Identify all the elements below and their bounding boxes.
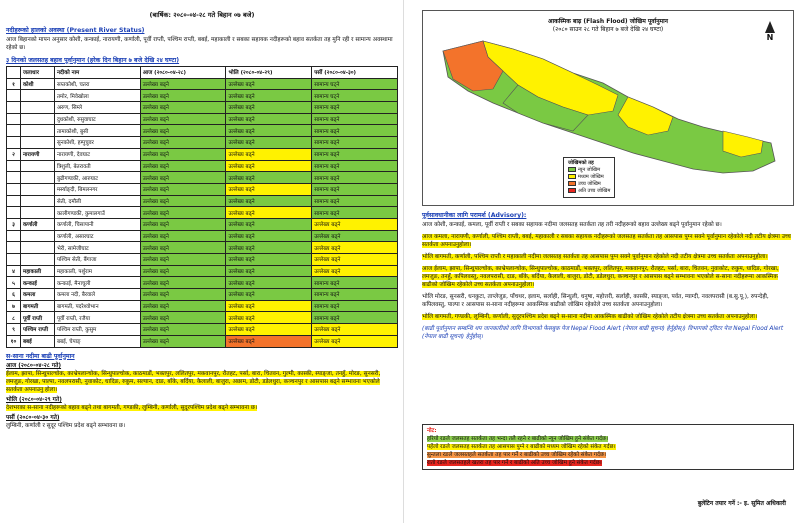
table-cell-d3: उल्लेख्य बढ्ने bbox=[312, 324, 398, 336]
table-cell-basin: पूर्वी राप्ती bbox=[20, 312, 54, 324]
table-row bbox=[7, 242, 398, 254]
table-cell-no: ७ bbox=[7, 300, 21, 312]
legend-item bbox=[568, 167, 610, 174]
note-title: नोट: bbox=[427, 428, 437, 434]
table-cell-d3: सामान्य बढ्ने bbox=[312, 172, 398, 184]
table-row bbox=[7, 218, 398, 230]
table-cell-d2: उल्लेख्य बढ्ने bbox=[226, 335, 312, 347]
table-row bbox=[7, 113, 398, 125]
table-cell-no: २ bbox=[7, 148, 21, 160]
table-cell-d2: उल्लेख्य बढ्ने bbox=[226, 300, 312, 312]
table-row bbox=[7, 160, 398, 172]
table-cell-d2: उल्लेख्य बढ्ने bbox=[226, 78, 312, 90]
table-cell-d1: उल्लेख्य बढ्ने bbox=[140, 160, 226, 172]
table-cell-basin bbox=[20, 207, 54, 219]
table-row bbox=[7, 335, 398, 347]
table-cell-d2: उल्लेख्य बढ्ने bbox=[226, 125, 312, 137]
table-cell-basin bbox=[20, 172, 54, 184]
note-line-text: रातो रङले जलसतहले खतरा तह पार गर्ने र बाढीको अति उच्च जोखिम हुने संकेत गर्दछ। bbox=[427, 460, 602, 466]
table-cell-d2: उल्लेख्य बढ्ने bbox=[226, 230, 312, 242]
table-cell-d1: उल्लेख्य बढ्ने bbox=[140, 289, 226, 301]
table-header-cell bbox=[7, 67, 21, 79]
table-cell-no bbox=[7, 207, 21, 219]
table-cell-d3: सामान्य बढ्ने bbox=[312, 160, 398, 172]
advisory-heading: पूर्वसावधानीका लागि परामर्श (Advisory): bbox=[422, 212, 527, 219]
table-cell-station: तामाकोशी, बुसी bbox=[54, 125, 140, 137]
small-after-label: पर्सी (२०८०-०४-३० गते) bbox=[6, 414, 60, 421]
table-cell-station: बबई, चेपाङ् bbox=[54, 335, 140, 347]
table-cell-d3: सामान्य बढ्ने bbox=[312, 102, 398, 114]
table-cell-basin bbox=[20, 113, 54, 125]
table-cell-basin: कन्काई bbox=[20, 277, 54, 289]
table-cell-basin bbox=[20, 102, 54, 114]
small-rivers-heading: स-साना नदीमा बाढी पूर्वानुमान bbox=[6, 352, 75, 360]
table-cell-d3: उल्लेख्य बढ्ने bbox=[312, 335, 398, 347]
table-cell-d1: उल्लेख्य बढ्ने bbox=[140, 277, 226, 289]
table-cell-d1: उल्लेख्य बढ्ने bbox=[140, 183, 226, 195]
note-line bbox=[427, 435, 789, 443]
table-cell-no bbox=[7, 254, 21, 266]
table-row bbox=[7, 300, 398, 312]
table-cell-d1: उल्लेख्य बढ्ने bbox=[140, 125, 226, 137]
table-cell-d3: सामान्य घट्ने bbox=[312, 78, 398, 90]
note-line-text: सुन्तला रङले जलसतहले सतर्कता तह पार गर्ने र बाढीको उच्च जोखिम रहेको संकेत गर्दछ। bbox=[427, 452, 606, 458]
note-line-text: हरियो रङले जलसतह सतर्कता तह भन्दा तलै रहने र बाढीको न्यून जोखिम हुने संकेत गर्दछ। bbox=[427, 436, 609, 442]
table-cell-station: सेती, दमौली bbox=[54, 195, 140, 207]
table-cell-basin: कमला bbox=[20, 289, 54, 301]
table-row bbox=[7, 230, 398, 242]
table-cell-no: ८ bbox=[7, 312, 21, 324]
map-title-line1: आकस्मिक बाढ़ (Flash Flood) जोखिम पूर्वानुमान bbox=[547, 18, 668, 25]
table-cell-d1: उल्लेख्य बढ्ने bbox=[140, 78, 226, 90]
legend-item bbox=[568, 188, 610, 195]
table-row bbox=[7, 102, 398, 114]
forecast-heading: ३ दिनको जलसतह बहाव पूर्वानुमान (हरेक दिन बिहान ७ बजे देखि २४ घण्टा) bbox=[6, 57, 180, 64]
table-row bbox=[7, 277, 398, 289]
table-cell-d2: उल्लेख्य बढ्ने bbox=[226, 207, 312, 219]
table-cell-station: भेरी, सामेजीघाट bbox=[54, 242, 140, 254]
table-cell-no: ६ bbox=[7, 289, 21, 301]
table-cell-d3: उल्लेख्य बढ्ने bbox=[312, 230, 398, 242]
table-cell-d2: उल्लेख्य बढ्ने bbox=[226, 218, 312, 230]
table-cell-d2: उल्लेख्य बढ्ने bbox=[226, 183, 312, 195]
left-column bbox=[6, 4, 398, 430]
table-cell-d1: उल्लेख्य बढ्ने bbox=[140, 137, 226, 149]
table-cell-d3: सामान्य बढ्ने bbox=[312, 195, 398, 207]
table-cell-d3: सामान्य घट्ने bbox=[312, 90, 398, 102]
table-cell-station: कमला नदी, बैरवाले bbox=[54, 289, 140, 301]
table-cell-d3: सामान्य बढ्ने bbox=[312, 312, 398, 324]
table-row bbox=[7, 195, 398, 207]
small-today-text bbox=[6, 370, 398, 394]
table-cell-d1: उल्लेख्य बढ्ने bbox=[140, 300, 226, 312]
small-tomorrow-text-span: देशभरका स-साना नदीहरूको बहाव बढ्ने तथा बागमती, गण्डकी, लुम्बिनी, कर्णाली, सुदूरपश्चिम प्रदेश बढ्ने सम्भावना छ। bbox=[6, 404, 258, 411]
flash-flood-map bbox=[422, 10, 794, 206]
table-row bbox=[7, 78, 398, 90]
note-lines bbox=[427, 435, 789, 467]
table-cell-d1: उल्लेख्य बढ्ने bbox=[140, 230, 226, 242]
legend-title: जोखिमको तह bbox=[568, 160, 594, 166]
table-cell-station: पश्चिम राप्ती, कुसुम bbox=[54, 324, 140, 336]
table-cell-no: १ bbox=[7, 78, 21, 90]
note-line-text: पहेंलो रङले जलसतह सतर्कता तह आसपास पुग्ने र बाढीको मध्यम जोखिम रहेको संकेत गर्दछ। bbox=[427, 444, 616, 450]
river-status-text: आज बिहानको मापन अनुसार कोशी, कन्काई, नारायणी, कर्णाली, पूर्वी राप्ती, पश्चिम राप्ती, बबई, महाकाली र सबका सहायक नदीहरूको बहाव सतर्कता तह मुनि रही र सामान्य अवस्थामा रहेको छ। bbox=[6, 37, 393, 51]
table-row bbox=[7, 125, 398, 137]
table-cell-no bbox=[7, 137, 21, 149]
table-cell-no bbox=[7, 125, 21, 137]
table-cell-station: दुधकोशी, रुसुवाघाट bbox=[54, 113, 140, 125]
table-cell-station: सप्तकोशी, चतरा bbox=[54, 78, 140, 90]
table-cell-basin bbox=[20, 195, 54, 207]
table-header-cell: नदीको नाम bbox=[54, 67, 140, 79]
table-cell-no: ९ bbox=[7, 324, 21, 336]
river-status-heading: नदीहरूको हालको अवस्था (Present River Status) bbox=[6, 27, 145, 34]
table-cell-basin bbox=[20, 230, 54, 242]
legend-swatch bbox=[568, 174, 576, 179]
table-cell-d1: उल्लेख्य बढ्ने bbox=[140, 148, 226, 160]
table-cell-no bbox=[7, 160, 21, 172]
table-cell-station: बागमती, पदरेश्वोभान bbox=[54, 300, 140, 312]
table-cell-basin bbox=[20, 90, 54, 102]
note-line bbox=[427, 443, 789, 451]
table-cell-no: ४ bbox=[7, 265, 21, 277]
river-forecast-table bbox=[6, 66, 398, 348]
table-cell-d1: उल्लेख्य बढ्ने bbox=[140, 254, 226, 266]
table-cell-basin bbox=[20, 183, 54, 195]
table-cell-no bbox=[7, 230, 21, 242]
table-cell-d1: उल्लेख्य बढ्ने bbox=[140, 218, 226, 230]
legend-item bbox=[568, 181, 610, 188]
small-today-label: आज (२०८०-०४-२८ गते) bbox=[6, 362, 62, 369]
table-cell-d2: उल्लेख्य बढ्ने bbox=[226, 277, 312, 289]
table-cell-station: बुढीगण्डकी, आरुघाट bbox=[54, 172, 140, 184]
table-cell-station: अरुण, सिम्ले bbox=[54, 102, 140, 114]
note-box bbox=[422, 424, 794, 470]
table-row bbox=[7, 148, 398, 160]
table-cell-d3: सामान्य बढ्ने bbox=[312, 207, 398, 219]
table-header-row bbox=[7, 67, 398, 79]
table-cell-no bbox=[7, 90, 21, 102]
table-cell-no bbox=[7, 172, 21, 184]
table-cell-basin bbox=[20, 160, 54, 172]
table-cell-d2: उल्लेख्य बढ्ने bbox=[226, 90, 312, 102]
map-title-line2: (२०८० साउन २८ गते बिहान ७ बजे देखि २४ घण्टा) bbox=[552, 26, 664, 33]
legend-swatch bbox=[568, 188, 576, 193]
table-cell-d3: उल्लेख्य बढ्ने bbox=[312, 265, 398, 277]
table-row bbox=[7, 289, 398, 301]
table-cell-d1: उल्लेख्य बढ्ने bbox=[140, 195, 226, 207]
table-cell-d2: उल्लेख्य बढ्ने bbox=[226, 312, 312, 324]
table-cell-d2: उल्लेख्य बढ्ने bbox=[226, 265, 312, 277]
table-cell-no bbox=[7, 183, 21, 195]
table-cell-d2: उल्लेख्य बढ्ने bbox=[226, 172, 312, 184]
table-cell-d1: उल्लेख्य बढ्ने bbox=[140, 265, 226, 277]
table-header-cell: पर्सी (२०८०-०४-३०) bbox=[312, 67, 398, 79]
advisory-2 bbox=[422, 233, 794, 249]
table-cell-d3: सामान्य बढ्ने bbox=[312, 300, 398, 312]
table-cell-basin: पश्चिम राप्ती bbox=[20, 324, 54, 336]
table-cell-station: कर्णाली, चिसापानी bbox=[54, 218, 140, 230]
table-cell-station: पूर्वी राप्ती, रजैया bbox=[54, 312, 140, 324]
table-cell-d1: उल्लेख्य बढ्ने bbox=[140, 207, 226, 219]
table-cell-no: १० bbox=[7, 335, 21, 347]
bulletin-credit: बुलेटिन तयार गर्ने :- इ. सुमित अधिकारी bbox=[697, 500, 786, 507]
table-cell-basin bbox=[20, 254, 54, 266]
table-cell-basin: महाकाली bbox=[20, 265, 54, 277]
table-row bbox=[7, 137, 398, 149]
table-cell-d2: उल्लेख्य बढ्ने bbox=[226, 113, 312, 125]
advisory-2-span: आज कमला, नारायणी, कर्णाली, पश्चिम राप्ती, बबई, महाकाली र सबका सहायक नदीहरूको जलसतह सतर्कता तह आसपास पुग्न सक्ने पूर्वानुमान रहेकोले नदी तटीय क्षेत्रमा उच्च सतर्कता अपनाउनुहोला। bbox=[422, 234, 791, 248]
table-cell-d1: उल्लेख्य बढ्ने bbox=[140, 335, 226, 347]
table-cell-station: मर्स्याङ्दी, बिमलनगर bbox=[54, 183, 140, 195]
table-cell-basin: कर्णाली bbox=[20, 218, 54, 230]
table-cell-basin bbox=[20, 125, 54, 137]
table-cell-d2: उल्लेख्य बढ्ने bbox=[226, 195, 312, 207]
table-cell-d3: उल्लेख्य बढ्ने bbox=[312, 254, 398, 266]
legend-items bbox=[568, 167, 610, 195]
table-cell-station: महाकाली, पर्शुराम bbox=[54, 265, 140, 277]
table-cell-d1: उल्लेख्य बढ्ने bbox=[140, 172, 226, 184]
table-cell-no bbox=[7, 195, 21, 207]
table-row bbox=[7, 254, 398, 266]
table-cell-d1: उल्लेख्य बढ्ने bbox=[140, 90, 226, 102]
legend-swatch bbox=[568, 167, 576, 172]
table-cell-station: तमोर, मिवेखोला bbox=[54, 90, 140, 102]
column-divider bbox=[403, 0, 404, 523]
table-cell-station: कर्णाली, असारघाट bbox=[54, 230, 140, 242]
table-cell-d3: सामान्य बढ्ने bbox=[312, 277, 398, 289]
alert-note-link[interactable]: (बाढी पूर्वानुमान सम्बन्धि थप जानकारीको लागि विभागको फेसबुक पेज Nepal Flood Alert (नेपाल बाढी सूचना) हेर्नुहोस्।) विभागको ट्विटर पेज Nepal Flood Alert (नेपाल बाढी सूचना) हेर्नुहोस्। bbox=[422, 326, 784, 340]
table-cell-station: त्रिशुली, बेतरावती bbox=[54, 160, 140, 172]
table-cell-basin bbox=[20, 242, 54, 254]
advisory-4-span: आज ईलाम, झापा, सिन्धुपाल्चोक, काभ्रेपलान्चोक, सिन्धुपाल्चोक, काठमाडौं, भक्तपुर, ललितपुर, मकवानपुर, रौतहट, पर्सा, बारा, चितवन, नुवाकोट, रुकुम, धादिङ, गोरखा, लमजुङ, तनहुँ, कपिलवस्तु, नवलपरासी, दाङ, बाँके, बर्दिया, कैलाली, बाजुरा, डोटी, डडेलधुरा, कञ्चनपुर र आसपास बढ्ने सम्भावना भएकोले स-साना नदीहरूमा आकस्मिक बाढीको जोखिम रहेकोले उच्च सतर्कता अपनाउनुहोला। bbox=[422, 266, 779, 288]
legend-swatch bbox=[568, 181, 576, 186]
table-row bbox=[7, 265, 398, 277]
table-cell-station: नारायणी, देवघाट bbox=[54, 148, 140, 160]
table-cell-d3: सामान्य बढ्ने bbox=[312, 183, 398, 195]
table-cell-d1: उल्लेख्य बढ्ने bbox=[140, 324, 226, 336]
table-cell-d2: उल्लेख्य बढ्ने bbox=[226, 160, 312, 172]
table-cell-d3: सामान्य बढ्ने bbox=[312, 113, 398, 125]
small-today-text-span: ईलाम, झापा, सिन्धुपाल्चोक, काभ्रेपलान्चोक, सिन्धुपाल्चोक, काठमाडौं, भक्तपुर, ललितपुर, मकवानपुर, रौतहट, पर्सा, बारा, चितवन, गुल्मी, कास्की, स्याङ्जा, तनहुँ, मोरङ, सुनसरी, लमजुङ, गोरखा, पाल्पा, नवलपरासी, नुवाकोट, धादिङ, रुकुम, सल्यान, दाङ, बाँके, बर्दिया, कैलाली, बाजुरा, अछाम, डोटी, डडेलधुरा, कञ्चनपुर र आसपास बढ्ने सम्भावना भएकोले सतर्कता अपनाउनु होला। bbox=[6, 370, 381, 393]
table-cell-basin: कोशी bbox=[20, 78, 54, 90]
table-cell-no: ५ bbox=[7, 277, 21, 289]
advisory-1: आज कोशी, कन्काई, कमला, पूर्वी राप्ती र सबका सहायक नदीमा जलसतह सतर्कता तह तरी नदीहरूको बहाव उल्लेख्य बढ्ने पूर्वानुमान रहेको छ। bbox=[422, 222, 722, 228]
north-label: N bbox=[766, 33, 774, 42]
note-line bbox=[427, 451, 789, 459]
advisory-5: भोलि मोरङ, सुनसरी, धनकुटा, ताप्लेजुङ, पाँचथर, इलाम, सर्लाही, सिन्धुली, धनुषा, महोत्तरी, सर्लाही, कास्की, स्याङ्जा, पर्वत, म्याग्दी, नवलपरासी (ब.सु.पू.), रुपन्देही, कपिलवस्तु, पाल्पा र आसपास स-साना नदीहरूमा आकस्मिक बाढीको जोखिम रहेकोले उच्च सतर्कता अपनाउनुहोला। bbox=[422, 294, 769, 308]
table-cell-d1: उल्लेख्य बढ्ने bbox=[140, 102, 226, 114]
table-cell-d2: उल्लेख्य बढ्ने bbox=[226, 324, 312, 336]
advisory-4 bbox=[422, 265, 794, 289]
table-cell-station: कालीगण्डकी, कुमालगाउँ bbox=[54, 207, 140, 219]
table-cell-basin: नारायणी bbox=[20, 148, 54, 160]
table-row bbox=[7, 172, 398, 184]
table-cell-d3: सामान्य बढ्ने bbox=[312, 289, 398, 301]
table-cell-d3: सामान्य बढ्ने bbox=[312, 148, 398, 160]
table-cell-d2: उल्लेख्य बढ्ने bbox=[226, 242, 312, 254]
legend-label: उच्च जोखिम bbox=[578, 181, 601, 187]
table-row bbox=[7, 207, 398, 219]
advisory-section bbox=[422, 210, 794, 341]
bulletin-datetime: (बार्षिक: २०८०-०४-२८ गते बिहान ०७ बजे) bbox=[149, 11, 255, 19]
table-cell-d3: उल्लेख्य बढ्ने bbox=[312, 218, 398, 230]
table-cell-station: कन्काई, मैनाचुली bbox=[54, 277, 140, 289]
table-cell-d2: उल्लेख्य बढ्ने bbox=[226, 102, 312, 114]
table-cell-d2: उल्लेख्य बढ्ने bbox=[226, 148, 312, 160]
table-cell-station: सुनकोशी, हम्पुचुवर bbox=[54, 137, 140, 149]
table-cell-station: पश्चिम सेती, बैंगाजा bbox=[54, 254, 140, 266]
table-cell-d1: उल्लेख्य बढ्ने bbox=[140, 312, 226, 324]
legend-label: न्यून जोखिम bbox=[578, 167, 601, 173]
map-legend bbox=[563, 157, 615, 198]
advisory-6 bbox=[422, 313, 794, 321]
table-cell-no bbox=[7, 242, 21, 254]
table-cell-d1: उल्लेख्य बढ्ने bbox=[140, 242, 226, 254]
table-header-cell: जलाधार bbox=[20, 67, 54, 79]
small-after-text: लुम्बिनी, कर्णाली र सुदूर पश्चिम प्रदेश बढ्ने सम्भावना छ। bbox=[6, 422, 126, 429]
legend-label: मध्यम जोखिम bbox=[578, 174, 604, 180]
table-cell-d3: सामान्य बढ्ने bbox=[312, 137, 398, 149]
table-cell-basin bbox=[20, 137, 54, 149]
table-cell-d1: उल्लेख्य बढ्ने bbox=[140, 113, 226, 125]
table-header-cell: आज (२०८०-०४-२८) bbox=[140, 67, 226, 79]
table-row bbox=[7, 324, 398, 336]
table-cell-d2: उल्लेख्य बढ्ने bbox=[226, 254, 312, 266]
small-tomorrow-label: भोलि (२०८०-०४-२९ गते) bbox=[6, 396, 62, 403]
table-cell-d3: सामान्य बढ्ने bbox=[312, 125, 398, 137]
table-cell-basin: बागमती bbox=[20, 300, 54, 312]
table-row bbox=[7, 312, 398, 324]
table-cell-no bbox=[7, 102, 21, 114]
table-cell-d2: उल्लेख्य बढ्ने bbox=[226, 289, 312, 301]
table-cell-no: ३ bbox=[7, 218, 21, 230]
table-header-cell: भोलि (२०८०-०४-२९) bbox=[226, 67, 312, 79]
table-cell-d2: उल्लेख्य बढ्ने bbox=[226, 137, 312, 149]
table-body bbox=[7, 78, 398, 347]
note-line bbox=[427, 459, 789, 467]
legend-label: अति उच्च जोखिम bbox=[578, 188, 611, 194]
advisory-6-span: भोलि बागमती, गण्डकी, लुम्बिनी, कर्णाली, सुदूरपश्चिम प्रदेश बढ्ने स-साना नदीमा आकस्मिक बाढीको जोखिम रहेकोले तटीय क्षेत्रमा उच्च सतर्कता अपनाउनुहोला। bbox=[422, 314, 758, 320]
table-row bbox=[7, 90, 398, 102]
table-cell-no bbox=[7, 113, 21, 125]
table-row bbox=[7, 183, 398, 195]
legend-item bbox=[568, 174, 610, 181]
table-cell-d3: उल्लेख्य बढ्ने bbox=[312, 242, 398, 254]
advisory-3 bbox=[422, 253, 794, 261]
table-cell-basin: बबई bbox=[20, 335, 54, 347]
advisory-3-span: भोलि बागमती, कर्णाली, पश्चिम राप्ती र महाकाली नदीमा जलसतह सतर्कता तह आसपास पुग्न सक्ने पूर्वानुमान रहेकोले नदी तटीय क्षेत्रमा उच्च सतर्कता अपनाउनुहोला। bbox=[422, 254, 768, 260]
small-tomorrow-text bbox=[6, 404, 398, 412]
map-region-moderate-risk-east bbox=[723, 131, 763, 157]
